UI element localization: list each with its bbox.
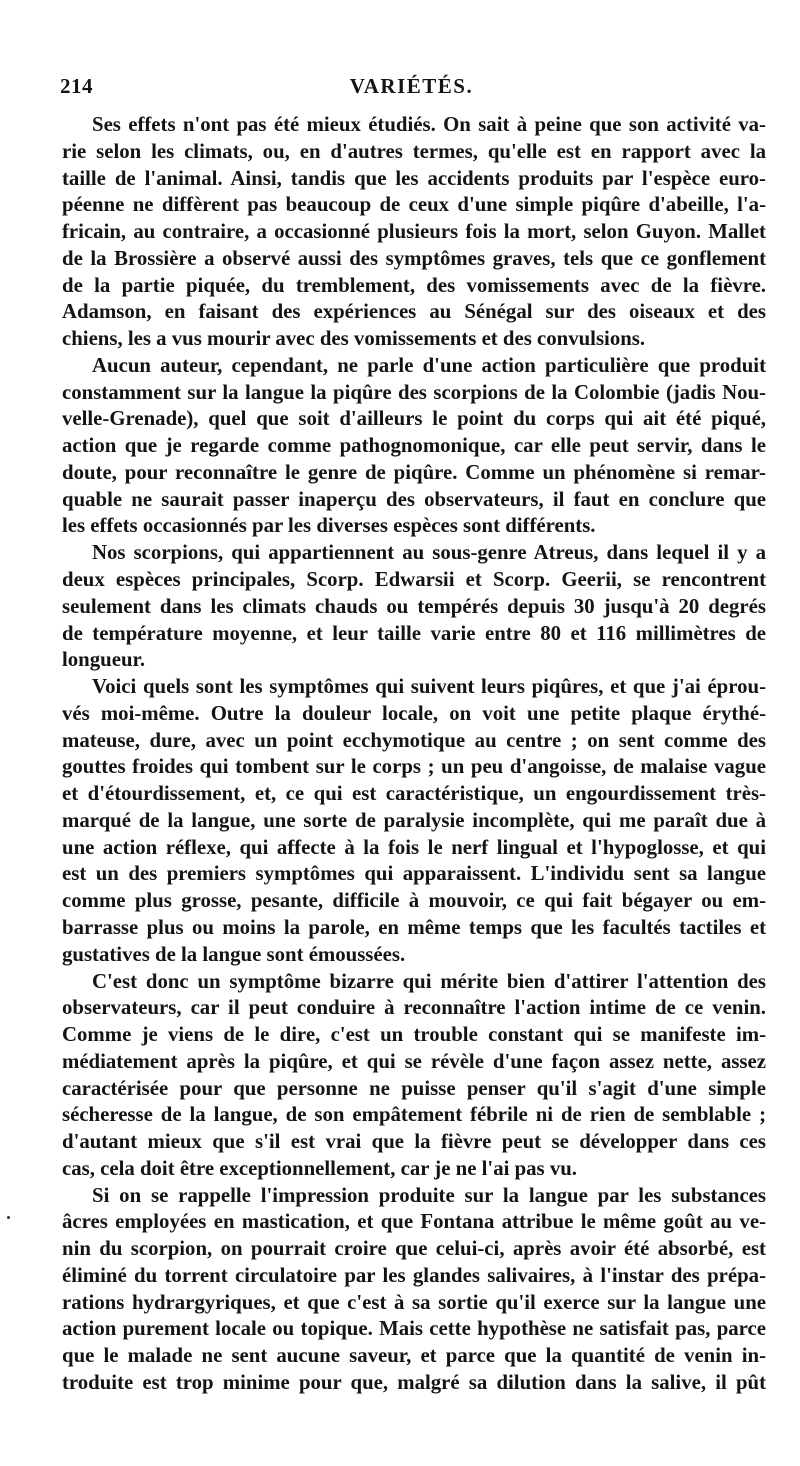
page-header bbox=[60, 74, 763, 104]
text-line: que le malade ne sent aucune saveur, et parce que la quantité de venin in- bbox=[62, 1344, 766, 1368]
text-line: vés moi-même. Outre la douleur locale, on voit une petite plaque érythé- bbox=[62, 701, 766, 725]
text-line: de la Brossière a observé aussi des symptômes graves, tels que ce gonflement bbox=[62, 246, 766, 270]
article-body bbox=[62, 112, 766, 1397]
text-line: cas, cela doit être exceptionnellement, car je ne l'ai pas vu. bbox=[62, 1156, 578, 1180]
text-line: Si on se rappelle l'impression produite sur la langue par les substances bbox=[92, 1183, 766, 1207]
text-line: une action réflexe, qui affecte à la fois le nerf lingual et l'hypoglosse, et qui bbox=[62, 835, 766, 859]
text-line: rations hydrargyriques, et que c'est à sa sortie qu'il exerce sur la langue une bbox=[62, 1290, 766, 1314]
text-line: gustatives de la langue sont émoussées. bbox=[62, 942, 406, 966]
margin-speck bbox=[7, 1216, 10, 1219]
text-line: chiens, les a vus mourir avec des vomissements et des convulsions. bbox=[62, 327, 646, 351]
text-line: âcres employées en mastication, et que Fontana attribue le même goût au ve- bbox=[62, 1210, 766, 1234]
text-line: action que je regarde comme pathognomonique, car elle peut servir, dans le bbox=[62, 434, 766, 458]
text-line: seulement dans les climats chauds ou tempérés depuis 30 jusqu'à 20 degrés bbox=[62, 594, 766, 618]
text-line: observateurs, car il peut conduire à reconnaître l'action intime de ce venin. bbox=[62, 996, 766, 1020]
text-line: marqué de la langue, une sorte de paralysie incomplète, qui me paraît due à bbox=[62, 808, 766, 832]
text-line: Ses effets n'ont pas été mieux étudiés. On sait à peine que son activité va- bbox=[92, 113, 766, 136]
text-line: mateuse, dure, avec un point ecchymotique au centre ; on sent comme des bbox=[62, 728, 766, 752]
text-line: de la partie piquée, du tremblement, des vomissements avec de la fièvre. bbox=[62, 273, 766, 297]
text-line: barrasse plus ou moins la parole, en même temps que les facultés tactiles et bbox=[62, 915, 766, 939]
text-line: sécheresse de la langue, de son empâtement fébrile ni de rien de semblable ; bbox=[62, 1103, 766, 1127]
text-line: gouttes froides qui tombent sur le corps ; un peu d'angoisse, de malaise vague bbox=[62, 755, 766, 779]
text-line: quable ne saurait passer inaperçu des observateurs, il faut en conclure que bbox=[62, 487, 766, 511]
text-line: troduite est trop minime pour que, malgré sa dilution dans la salive, il pût bbox=[62, 1370, 766, 1394]
text-line: doute, pour reconnaître le genre de piqûre. Comme un phénomène si remar- bbox=[62, 460, 766, 484]
text-line: éliminé du torrent circulatoire par les glandes salivaires, à l'instar des prépa- bbox=[62, 1263, 766, 1287]
text-line: action purement locale ou topique. Mais cette hypothèse ne satisfait pas, parce bbox=[62, 1317, 766, 1341]
text-line: nin du scorpion, on pourrait croire que celui-ci, après avoir été absorbé, est bbox=[62, 1237, 766, 1261]
text-line: les effets occasionnés par les diverses espèces sont différents. bbox=[62, 514, 596, 538]
text-line: Adamson, en faisant des expériences au Sénégal sur des oiseaux et des bbox=[62, 300, 766, 324]
page-number: 214 bbox=[60, 74, 93, 98]
text-line: Voici quels sont les symptômes qui suivent leurs piqûres, et que j'ai éprou- bbox=[92, 675, 766, 699]
text-line: Aucun auteur, cependant, ne parle d'une action particulière que produit bbox=[92, 353, 766, 377]
running-title: VARIÉTÉS. bbox=[349, 74, 474, 98]
text-line: deux espèces principales, Scorp. Edwarsii et Scorp. Geerii, se rencontrent bbox=[62, 568, 766, 592]
text-line: rie selon les climats, ou, en d'autres termes, qu'elle est en rapport avec la bbox=[62, 139, 766, 163]
text-line: C'est donc un symptôme bizarre qui mérite bien d'attirer l'attention des bbox=[92, 969, 766, 993]
text-line: de température moyenne, et leur taille varie entre 80 et 116 millimètres de bbox=[62, 621, 766, 645]
text-line: est un des premiers symptômes qui apparaissent. L'individu sent sa langue bbox=[62, 862, 766, 886]
text-line: caractérisée pour que personne ne puisse penser qu'il s'agit d'une simple bbox=[62, 1076, 766, 1100]
text-line: velle-Grenade), quel que soit d'ailleurs le point du corps qui ait été piqué, bbox=[62, 407, 766, 431]
text-line: Nos scorpions, qui appartiennent au sous-genre Atreus, dans lequel il y a bbox=[92, 541, 766, 565]
text-line: péenne ne diffèrent pas beaucoup de ceux d'une simple piqûre d'abeille, l'a- bbox=[62, 193, 766, 217]
text-line: et d'étourdissement, et, ce qui est caractéristique, un engourdissement très- bbox=[62, 782, 766, 806]
text-line: Comme je viens de le dire, c'est un trouble constant qui se manifeste im- bbox=[62, 1023, 766, 1047]
text-line: taille de l'animal. Ainsi, tandis que les accidents produits par l'espèce euro- bbox=[62, 166, 766, 190]
text-line: constamment sur la langue la piqûre des scorpions de la Colombie (jadis Nou- bbox=[62, 380, 766, 404]
text-line: fricain, au contraire, a occasionné plusieurs fois la mort, selon Guyon. Mallet bbox=[62, 220, 766, 244]
text-line: comme plus grosse, pesante, difficile à mouvoir, ce qui fait bégayer ou em- bbox=[62, 889, 766, 913]
text-line: longueur. bbox=[62, 648, 146, 672]
text-line: d'autant mieux que s'il est vrai que la fièvre peut se développer dans ces bbox=[62, 1130, 766, 1154]
text-line: médiatement après la piqûre, et qui se révèle d'une façon assez nette, assez bbox=[62, 1049, 766, 1073]
